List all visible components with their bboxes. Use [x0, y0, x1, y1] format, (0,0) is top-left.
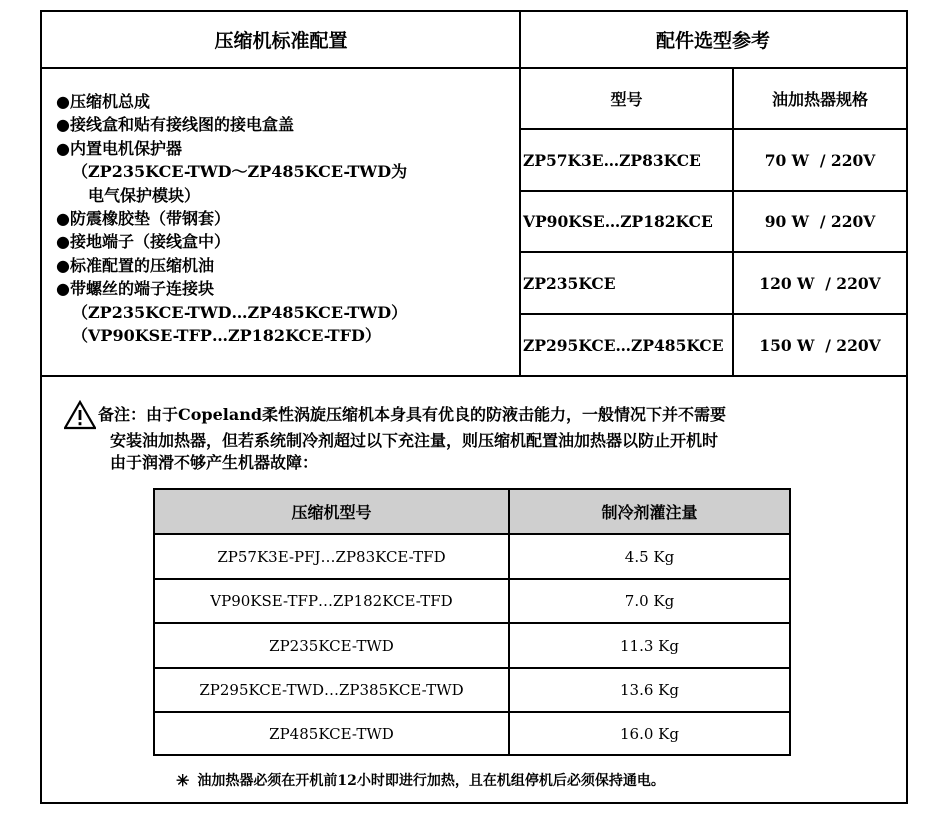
compressor-model-header: 压缩机型号 — [291, 503, 372, 522]
list-item: ●内置电机保护器 — [56, 138, 182, 158]
section-bottom-divider — [42, 375, 906, 377]
standard-config-header: 压缩机标准配置 — [214, 30, 348, 52]
note-block — [64, 400, 894, 474]
list-item: （ZP235KCE-TWD～ZP485KCE-TWD为 — [72, 162, 408, 182]
list-item: ●防震橡胶垫（带钢套） — [56, 209, 230, 229]
table-cell-charge: 4.5 Kg — [624, 547, 675, 566]
list-item: ●接线盒和贴有接线图的接电盒盖 — [56, 115, 294, 135]
list-item: ●带螺丝的端子连接块 — [56, 279, 214, 299]
accessory-heater-header: 油加热器规格 — [771, 90, 868, 109]
section-divider-lower — [519, 313, 521, 375]
list-item: ●接地端子（接线盒中） — [56, 232, 230, 252]
accessory-selection-header: 配件选型参考 — [655, 30, 770, 52]
table-cell-heater: 70 W / 220V — [764, 150, 876, 170]
table-cell-charge: 7.0 Kg — [624, 592, 675, 610]
note-line: 安装油加热器，但若系统制冷剂超过以下充注量，则压缩机配置油加热器以防止开机时 — [110, 431, 719, 450]
table-cell-model: ZP485KCE-TWD — [269, 724, 394, 743]
table-cell-heater: 90 W / 220V — [764, 212, 876, 231]
table-cell-heater: 150 W / 220V — [759, 335, 881, 355]
standard-config-list — [56, 90, 407, 347]
footnote-text: 油加热器必须在开机前12小时即进行加热，且在机组停机后必须保持通电。 — [197, 773, 665, 789]
list-item: ●压缩机总成 — [56, 92, 150, 111]
asterisk-icon: ✳ — [176, 770, 190, 790]
footnote — [176, 770, 776, 790]
list-item: （VP90KSE-TFP…ZP182KCE-TFD） — [72, 326, 381, 346]
table-cell-charge: 11.3 Kg — [620, 636, 679, 655]
table-cell-charge: 16.0 Kg — [620, 724, 679, 743]
table-cell-heater: 120 W / 220V — [759, 273, 881, 293]
warning-triangle-icon — [64, 400, 96, 430]
list-item: 电气保护模块） — [88, 185, 201, 205]
note-line: 备注：由于Copeland柔性涡旋压缩机本身具有优良的防液击能力，一般情况下并不需要 — [98, 405, 727, 424]
accessory-model-header: 型号 — [610, 90, 643, 109]
table-cell-model: ZP295KCE…ZP485KCE — [523, 335, 724, 355]
table-cell-model: VP90KSE…ZP182KCE — [523, 212, 713, 231]
table-cell-model: ZP57K3E-PFJ…ZP83KCE-TFD — [217, 547, 446, 566]
table-cell-model: ZP295KCE-TWD…ZP385KCE-TWD — [199, 681, 464, 699]
table-cell-model: VP90KSE-TFP…ZP182KCE-TFD — [210, 592, 453, 610]
list-item: ●标准配置的压缩机油 — [56, 255, 214, 275]
table-cell-charge: 13.6 Kg — [620, 681, 679, 699]
section-divider — [519, 12, 521, 319]
table-cell-model: ZP235KCE — [523, 273, 616, 293]
table-cell-model: ZP235KCE-TWD — [269, 636, 394, 655]
refrigerant-charge-header: 制冷剂灌注量 — [601, 503, 698, 522]
table-cell-model: ZP57K3E…ZP83KCE — [523, 150, 701, 170]
refrigerant-charge-table — [153, 488, 791, 756]
document-frame — [40, 10, 908, 804]
list-item: （ZP235KCE-TWD…ZP485KCE-TWD） — [72, 302, 408, 322]
note-line: 由于润滑不够产生机器故障： — [110, 453, 319, 472]
